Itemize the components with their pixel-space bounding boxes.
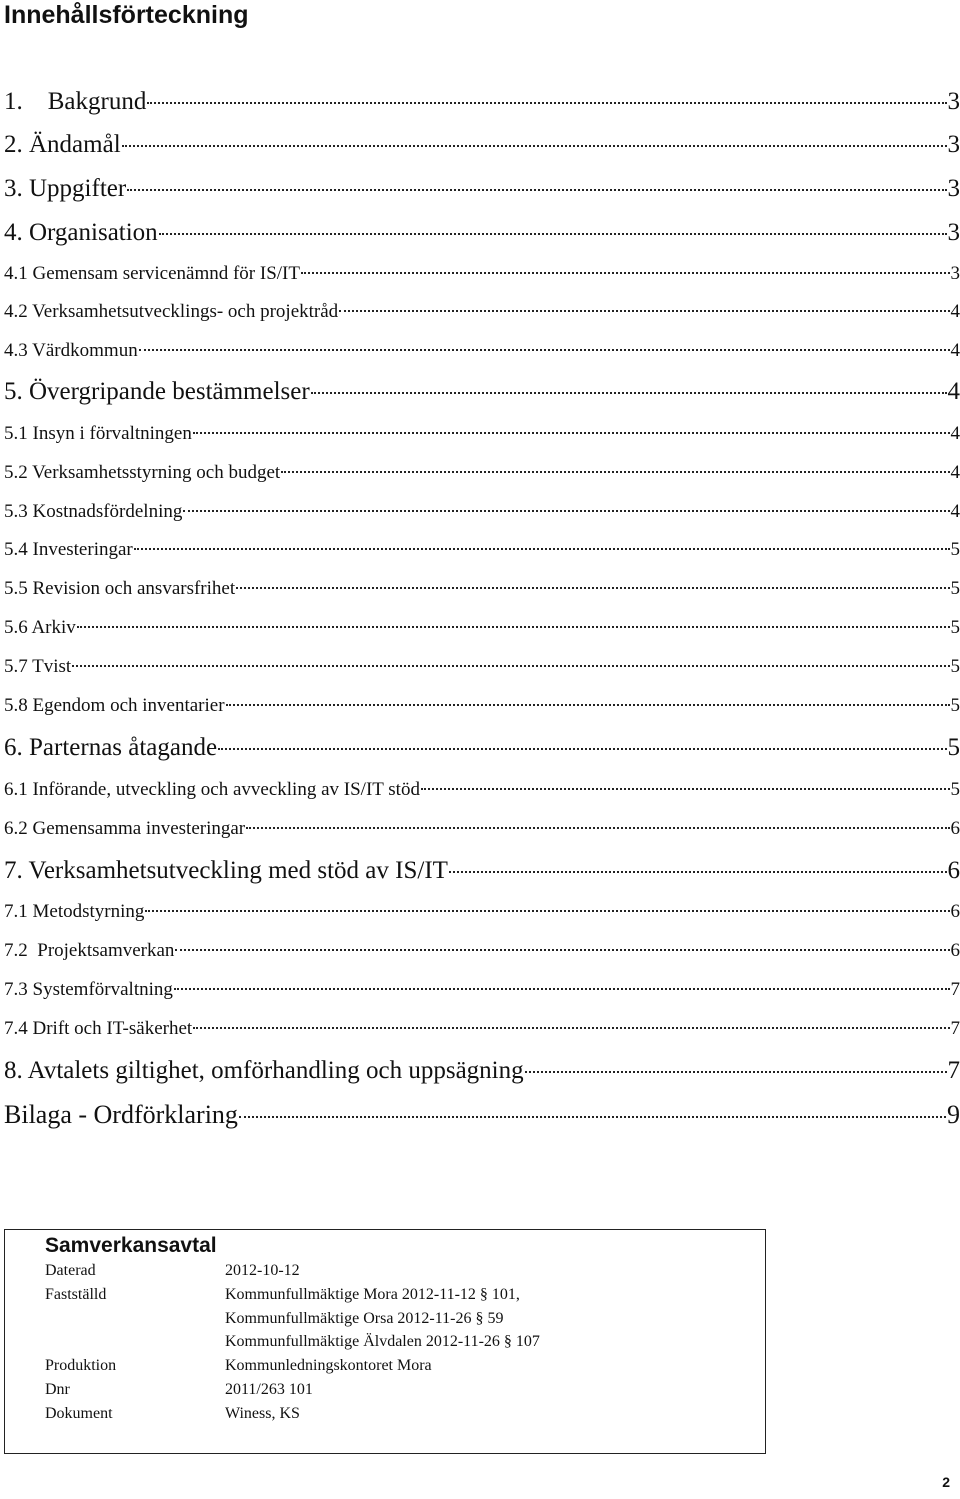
toc-entry[interactable]	[4, 617, 960, 639]
dot-leader	[174, 988, 950, 990]
dot-leader	[127, 189, 946, 191]
dot-leader	[311, 392, 947, 394]
info-value: Kommunfullmäktige Mora 2012-11-12 § 101,	[225, 1286, 520, 1303]
toc-entry-label: 5.5 Revision och ansvarsfrihet	[4, 578, 236, 599]
toc-entry-page: 7	[947, 1057, 960, 1084]
toc-entry-page: 5	[950, 695, 960, 716]
toc-entry-page: 4	[950, 423, 960, 444]
dot-leader	[226, 704, 950, 706]
toc-entry-page: 6	[950, 940, 960, 961]
toc-entry-page: 3	[947, 175, 960, 202]
dot-leader	[525, 1071, 947, 1073]
toc-entry[interactable]	[4, 818, 960, 840]
toc-entry-page: 7	[950, 1018, 960, 1039]
toc-entry-label: 4.3 Värdkommun	[4, 340, 138, 361]
document-title: Samverkansavtal	[45, 1234, 217, 1257]
dot-leader	[218, 748, 946, 750]
toc-entry-label: Bilaga - Ordförklaring	[4, 1100, 238, 1129]
info-value: Winess, KS	[225, 1405, 300, 1422]
info-key: Dnr	[45, 1381, 70, 1398]
toc-entry[interactable]	[4, 779, 960, 801]
toc-entry-label: 3. Uppgifter	[4, 175, 127, 202]
toc-entry-page: 9	[947, 1100, 960, 1129]
toc-entry-page: 5	[950, 578, 960, 599]
dot-leader	[239, 1116, 946, 1118]
toc-entry[interactable]	[4, 378, 960, 406]
toc-entry-label: 5. Övergripande bestämmelser	[4, 378, 310, 405]
dot-leader	[175, 949, 949, 951]
dot-leader	[145, 910, 949, 912]
toc-entry-page: 5	[950, 779, 960, 800]
dot-leader	[246, 827, 949, 829]
toc-heading: Innehållsförteckning	[4, 1, 249, 29]
toc-entry[interactable]	[4, 1018, 960, 1040]
toc-entry-page: 3	[950, 263, 960, 284]
toc-entry[interactable]	[4, 695, 960, 717]
dot-leader	[122, 145, 947, 147]
toc-entry-label: 7.3 Systemförvaltning	[4, 979, 173, 1000]
toc-entry[interactable]	[4, 131, 960, 159]
toc-entry-label: 5.8 Egendom och inventarier	[4, 695, 225, 716]
toc-entry-label: 6. Parternas åtagande	[4, 734, 218, 761]
toc-entry-label: 5.1 Insyn i förvaltningen	[4, 423, 192, 444]
dot-leader	[421, 788, 950, 790]
toc-entry-label: 6.1 Införande, utveckling och avveckling av IS/IT stöd	[4, 779, 420, 800]
info-key: Daterad	[45, 1262, 96, 1279]
toc-entry-page: 4	[950, 301, 960, 322]
dot-leader	[134, 548, 950, 550]
dot-leader	[193, 1027, 949, 1029]
dot-leader	[72, 665, 949, 667]
toc-entry-page: 3	[947, 219, 960, 246]
dot-leader	[159, 233, 947, 235]
toc-entry-label: 7. Verksamhetsutveckling med stöd av IS/IT	[4, 857, 448, 884]
toc-entry-page: 5	[950, 617, 960, 638]
dot-leader	[236, 587, 949, 589]
toc-entry[interactable]	[4, 462, 960, 484]
toc-entry[interactable]	[4, 734, 960, 762]
toc-entry-label: 7.2 Projektsamverkan	[4, 940, 175, 961]
toc-entry[interactable]	[4, 979, 960, 1001]
toc-entry[interactable]	[4, 423, 960, 445]
toc-entry-label: 4.2 Verksamhetsutvecklings- och projektråd	[4, 301, 339, 322]
dot-leader	[301, 272, 950, 274]
toc-entry[interactable]	[4, 1100, 960, 1130]
toc-entry[interactable]	[4, 578, 960, 600]
toc-entry-label: 4. Organisation	[4, 219, 158, 246]
toc-entry[interactable]	[4, 263, 960, 285]
document-info-box	[4, 1229, 766, 1454]
toc-entry-label: 5.4 Investeringar	[4, 539, 133, 560]
toc-entry-page: 3	[947, 131, 960, 158]
toc-entry-label: 7.4 Drift och IT-säkerhet	[4, 1018, 193, 1039]
info-key: Produktion	[45, 1357, 117, 1374]
toc-entry[interactable]	[4, 857, 960, 885]
toc-entry-page: 6	[950, 901, 960, 922]
toc-entry[interactable]	[4, 656, 960, 678]
toc-entry-page: 3	[947, 88, 960, 115]
toc-entry-label: 8. Avtalets giltighet, omförhandling och uppsägning	[4, 1057, 524, 1084]
dot-leader	[449, 871, 947, 873]
toc-entry-label: 5.3 Kostnadsfördelning	[4, 501, 183, 522]
toc-entry[interactable]	[4, 539, 960, 561]
info-key: Fastställd	[45, 1286, 107, 1303]
toc-entry[interactable]	[4, 501, 960, 523]
dot-leader	[339, 310, 949, 312]
toc-entry-page: 4	[947, 378, 960, 405]
page-number: 2	[942, 1474, 950, 1490]
toc-entry-label: 5.6 Arkiv	[4, 617, 76, 638]
toc-entry[interactable]	[4, 88, 960, 116]
info-value: Kommunledningskontoret Mora	[225, 1357, 432, 1374]
info-value: Kommunfullmäktige Orsa 2012-11-26 § 59	[225, 1310, 504, 1327]
toc-entry-page: 7	[950, 979, 960, 1000]
toc-entry-label: 5.7 Tvist	[4, 656, 72, 677]
toc-entry-page: 4	[950, 501, 960, 522]
toc-entry-label: 4.1 Gemensam servicenämnd för IS/IT	[4, 263, 300, 284]
toc-entry-page: 4	[950, 340, 960, 361]
toc-entry[interactable]	[4, 340, 960, 362]
toc-entry-label: 6.2 Gemensamma investeringar	[4, 818, 246, 839]
toc-entry-page: 4	[950, 462, 960, 483]
toc-entry-page: 5	[947, 734, 960, 761]
dot-leader	[193, 432, 950, 434]
toc-entry-page: 6	[950, 818, 960, 839]
toc-entry-page: 5	[950, 656, 960, 677]
toc-entry[interactable]	[4, 301, 960, 323]
toc-entry-label: 2. Ändamål	[4, 131, 121, 158]
toc-entry-page: 5	[950, 539, 960, 560]
info-value: 2011/263 101	[225, 1381, 313, 1398]
dot-leader	[139, 349, 950, 351]
info-value: 2012-10-12	[225, 1262, 300, 1279]
toc-entry-label: 7.1 Metodstyrning	[4, 901, 145, 922]
toc-entry-page: 6	[947, 857, 960, 884]
toc-entry-label: 5.2 Verksamhetsstyrning och budget	[4, 462, 281, 483]
dot-leader	[281, 471, 949, 473]
dot-leader	[183, 510, 949, 512]
dot-leader	[147, 102, 946, 104]
toc-entry[interactable]	[4, 901, 960, 923]
info-value: Kommunfullmäktige Älvdalen 2012-11-26 § 107	[225, 1333, 540, 1350]
info-key: Dokument	[45, 1405, 113, 1422]
dot-leader	[77, 626, 950, 628]
toc-entry[interactable]	[4, 940, 960, 962]
toc-entry[interactable]	[4, 1057, 960, 1085]
toc-entry[interactable]	[4, 219, 960, 247]
toc-entry[interactable]	[4, 175, 960, 203]
toc-entry-label: 1. Bakgrund	[4, 88, 147, 115]
